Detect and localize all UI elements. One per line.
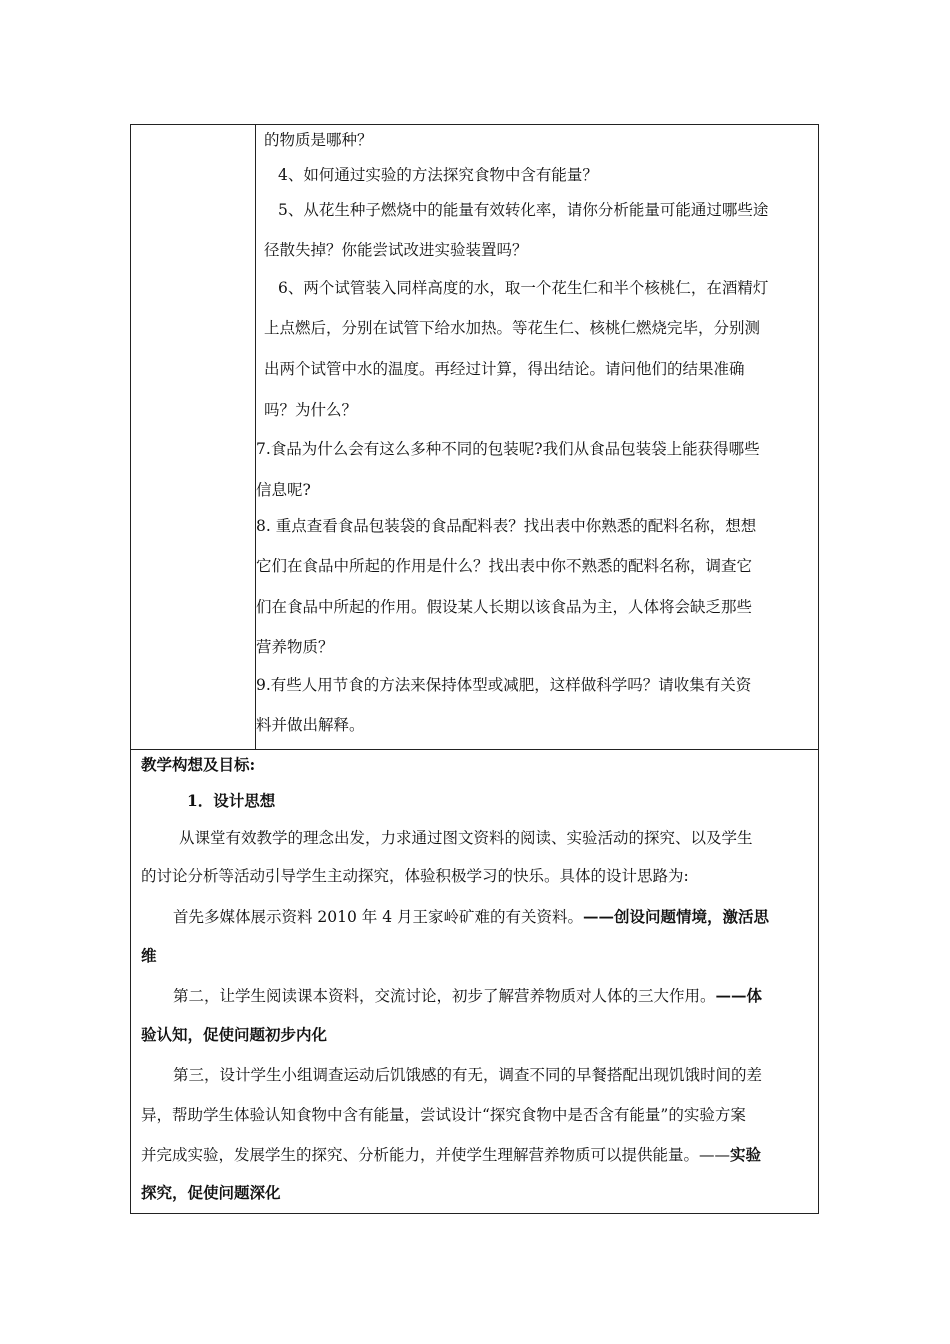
paragraph-text: 第二，让学生阅读课本资料，交流讨论，初步了解营养物质对人体的三大作用。 bbox=[173, 987, 716, 1005]
paragraph-emphasis: 探究，促使问题深化 bbox=[141, 1183, 281, 1202]
question-line: 料并做出解释。 bbox=[256, 716, 365, 734]
question-line: 的物质是哪种？ bbox=[264, 131, 373, 149]
question-line: 径散失掉？你能尝试改进实验装置吗？ bbox=[264, 241, 528, 259]
paragraph-emphasis: 实验 bbox=[730, 1145, 762, 1164]
question-line: 5、从花生种子燃烧中的能量有效转化率，请你分析能量可能通过哪些途 bbox=[278, 201, 769, 219]
paragraph-text: 首先多媒体展示资料 2010 年 4 月王家岭矿难的有关资料。 bbox=[173, 908, 584, 926]
paragraph-line: 的讨论分析等活动引导学生主动探究，体验积极学习的快乐。具体的设计思路为: bbox=[141, 867, 689, 885]
paragraph-emphasis: ——体 bbox=[715, 986, 763, 1005]
paragraph-line bbox=[173, 986, 762, 1006]
paragraph-line: 异，帮助学生体验认知食物中含有能量，尝试设计“探究食物中是否含有能量”的实验方案 bbox=[141, 1106, 746, 1124]
question-line: 6、两个试管装入同样高度的水，取一个花生仁和半个核桃仁，在酒精灯 bbox=[278, 279, 769, 297]
paragraph-line bbox=[141, 1145, 761, 1165]
question-line: 信息呢? bbox=[256, 481, 311, 499]
question-line: 们在食品中所起的作用。假设某人长期以该食品为主，人体将会缺乏那些 bbox=[256, 598, 753, 616]
question-line: 8. 重点查看食品包装袋的食品配料表？找出表中你熟悉的配料名称，想想 bbox=[256, 517, 757, 535]
paragraph-emphasis: 验认知，促使问题初步内化 bbox=[141, 1025, 328, 1044]
question-line: 7.食品为什么会有这么多种不同的包装呢?我们从食品包装袋上能获得哪些 bbox=[256, 440, 760, 458]
section-heading: 教学构想及目标: bbox=[141, 755, 256, 774]
lesson-table bbox=[130, 124, 819, 1214]
row-divider bbox=[131, 749, 818, 750]
question-line: 吗？为什么？ bbox=[264, 401, 358, 419]
paragraph-line: 从课堂有效教学的理念出发，力求通过图文资料的阅读、实验活动的探究、以及学生 bbox=[179, 829, 753, 847]
question-line: 出两个试管中水的温度。再经过计算，得出结论。请问他们的结果准确 bbox=[264, 360, 745, 378]
question-line: 它们在食品中所起的作用是什么？找出表中你不熟悉的配料名称，调查它 bbox=[256, 557, 753, 575]
paragraph-emphasis: ——创设问题情境，激活思 bbox=[583, 907, 770, 926]
question-line: 9.有些人用节食的方法来保持体型或减肥，这样做科学吗？请收集有关资 bbox=[256, 676, 752, 694]
question-line: 4、如何通过实验的方法探究食物中含有能量？ bbox=[278, 166, 598, 184]
paragraph-emphasis: 维 bbox=[141, 946, 157, 965]
question-line: 上点燃后，分别在试管下给水加热。等花生仁、核桃仁燃烧完毕，分别测 bbox=[264, 319, 761, 337]
paragraph-text: 并完成实验，发展学生的探究、分析能力，并使学生理解营养物质可以提供能量。—— bbox=[141, 1146, 731, 1164]
question-line: 营养物质？ bbox=[256, 638, 334, 656]
section-subheading: 1．设计思想 bbox=[187, 791, 276, 810]
paragraph-line bbox=[173, 907, 769, 927]
paragraph-line: 第三，设计学生小组调查运动后饥饿感的有无，调查不同的早餐搭配出现饥饿时间的差 bbox=[173, 1066, 763, 1084]
